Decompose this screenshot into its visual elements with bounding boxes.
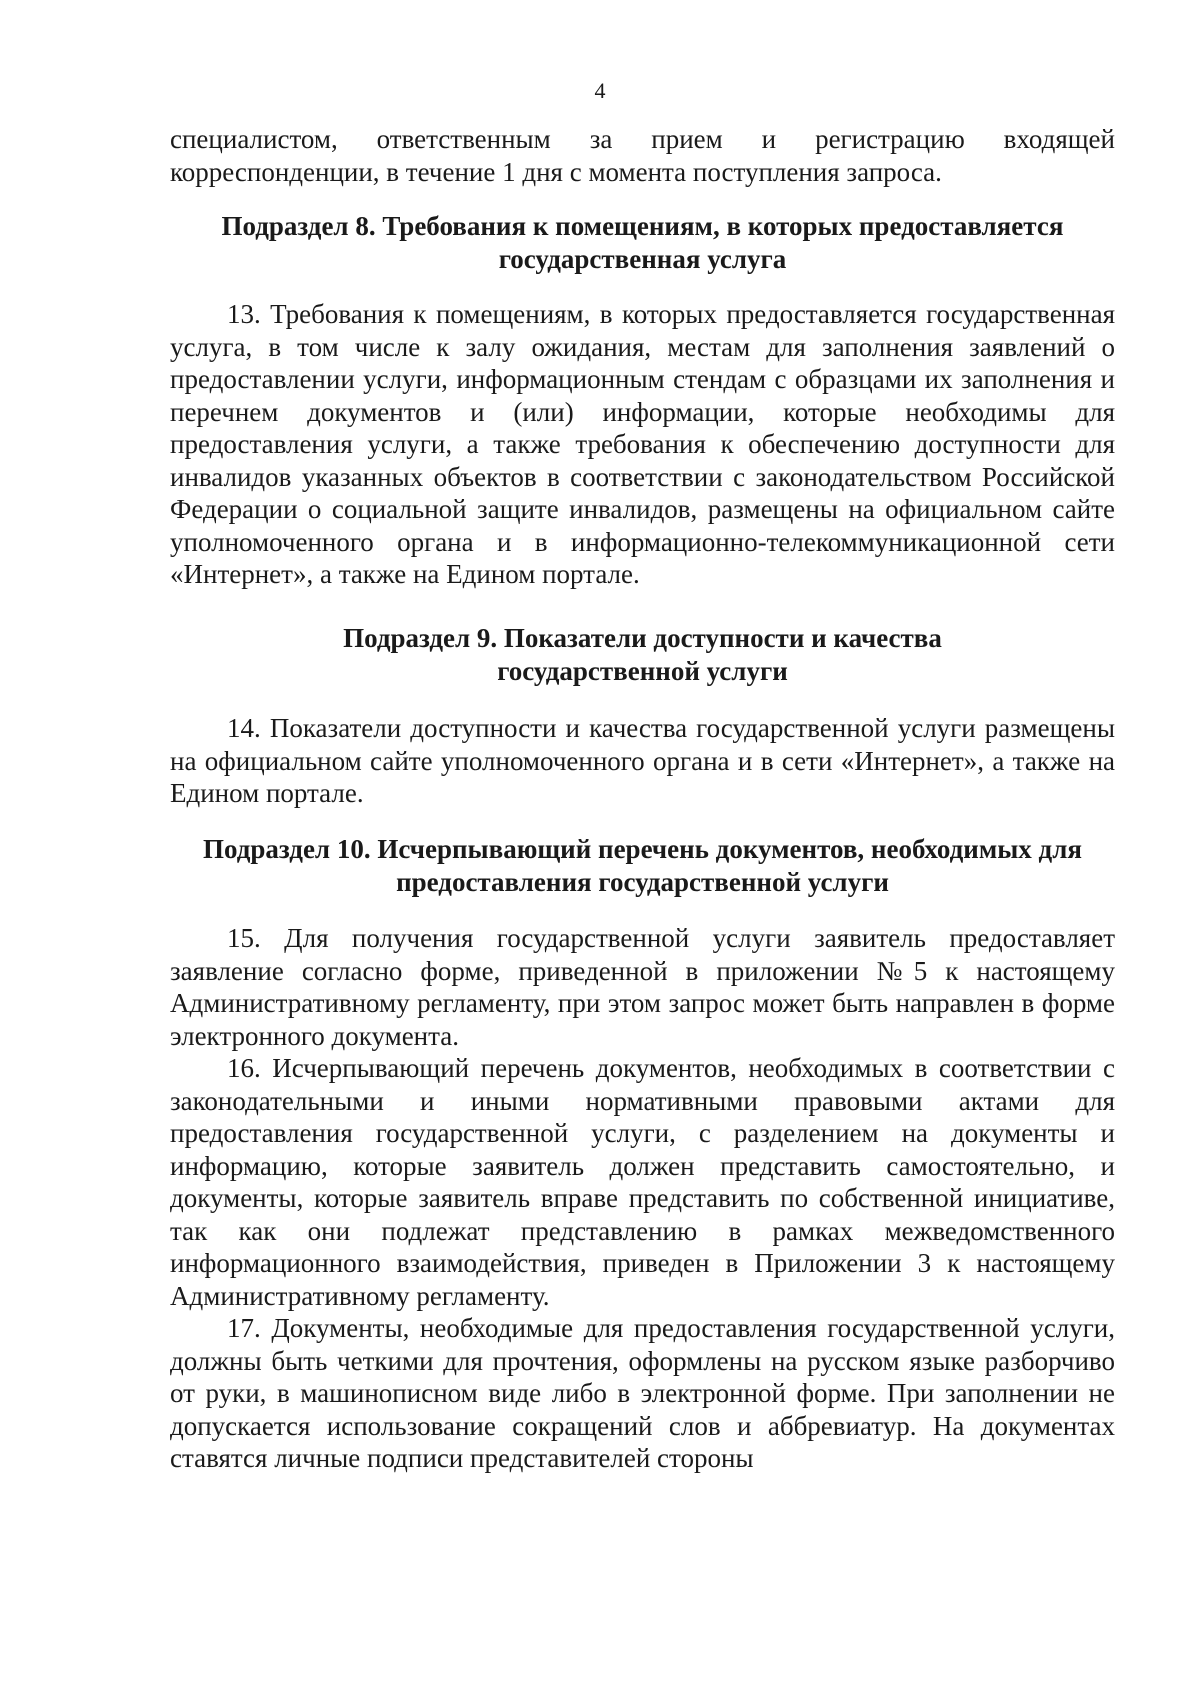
paragraph-14: 14. Показатели доступности и качества государственной услуги размещены на официальном сайте уполномоченного органа и в сети «Интернет», а также на Едином портале. — [170, 713, 1115, 808]
paragraph-13: 13. Требования к помещениям, в которых предоставляется государственная услуга, в том числе к залу ожидания, местам для заполнения заявлений о предоставлении услуги, информационным стендам с образцами их заполнения и перечнем документов и (или) информации, которые необходимы для предоставления услуги, а также требования к обеспечению доступности для инвалидов указанных объектов в соответствии с законодательством Российской Федерации о социальной защите инвалидов, размещены на официальном сайте уполномоченного органа и в информационно-телекоммуникационной сети «Интернет», а также на Едином портале. — [170, 299, 1115, 589]
continuation-line-2: корреспонденции, в течение 1 дня с момента поступления запроса. — [170, 156, 942, 187]
paragraph-15: 15. Для получения государственной услуги заявитель предоставляет заявление согласно форме, приведенной в приложении №5 к настоящему Административному регламенту, при этом запрос может быть направлен в форме электронного документа. — [170, 923, 1115, 1051]
section-9-body — [170, 712, 1115, 810]
continuation-text — [170, 123, 1115, 188]
section-8-heading — [150, 210, 1135, 276]
section-9-heading-line-1: Подраздел 9. Показатели доступности и качества — [343, 623, 942, 653]
section-10-heading-line-2: предоставления государственной услуги — [396, 867, 889, 897]
section-8-heading-line-1: Подраздел 8. Требования к помещениям, в которых предоставляется — [221, 211, 1064, 241]
section-8-body — [170, 298, 1115, 591]
paragraph-16: 16. Исчерпывающий перечень документов, необходимых в соответствии с законодательными и иными нормативными правовыми актами для предоставления государственной услуги, с разделением на документы и информацию, которые заявитель должен представить самостоятельно, и документы, которые заявитель вправе представить по собственной инициативе, так как они подлежат представлению в рамках межведомственного информационного взаимодействия, приведен в Приложении 3 к настоящему Административному регламенту. — [170, 1053, 1115, 1311]
section-10-heading-line-1: Подраздел 10. Исчерпывающий перечень документов, необходимых для — [203, 834, 1082, 864]
section-10-body — [170, 922, 1115, 1475]
continuation-line-1: специалистом, ответственным за прием и регистрацию входящей — [170, 124, 1115, 154]
section-9-heading-line-2: государственной услуги — [497, 656, 788, 686]
paragraph-17: 17. Документы, необходимые для предоставления государственной услуги, должны быть четкими для прочтения, оформлены на русском языке разборчиво от руки, в машинописном виде либо в электронной форме. При заполнении не допускается использование сокращений слов и аббревиатур. На документах ставятся личные подписи представителей стороны — [170, 1313, 1115, 1473]
section-10-heading — [150, 833, 1135, 899]
page-number: 4 — [594, 78, 606, 103]
section-8-heading-line-2: государственная услуга — [498, 244, 787, 274]
section-9-heading — [150, 622, 1135, 688]
